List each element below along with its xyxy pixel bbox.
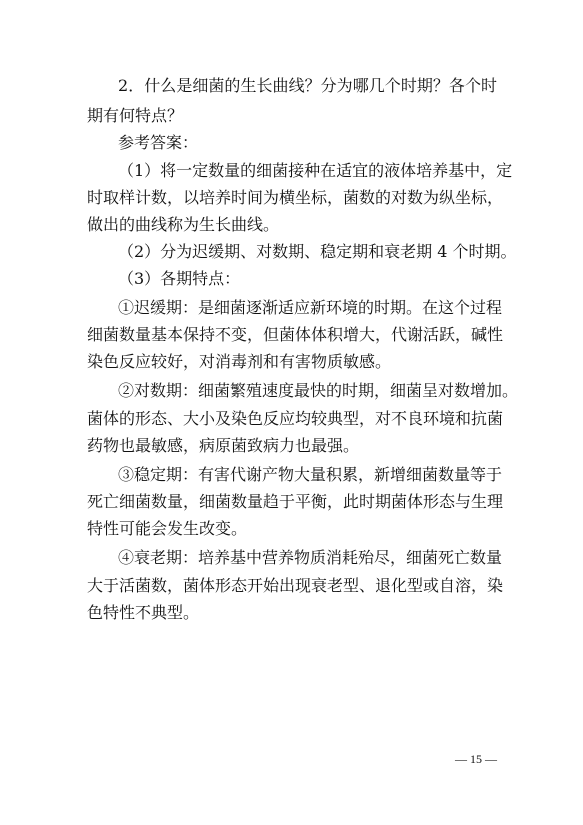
answer-heading: 参考答案： xyxy=(118,133,199,152)
page-number: — 15 — xyxy=(455,752,497,766)
stage-decline-line-1: ④衰老期：培养基中营养物质消耗殆尽，细菌死亡数量 xyxy=(118,548,503,567)
stage-stationary-line-3: 特性可能会发生改变。 xyxy=(87,519,248,538)
stage-lag-line-2: 细菌数量基本保持不变，但菌体体积增大，代谢活跃，碱性 xyxy=(87,325,504,344)
stage-log-line-2: 菌体的形态、大小及染色反应均较典型，对不良环境和抗菌 xyxy=(87,409,504,428)
stage-decline-line-3: 色特性不典型。 xyxy=(87,603,200,622)
stage-stationary-line-1: ③稳定期：有害代谢产物大量积累，新增细菌数量等于 xyxy=(118,465,503,484)
stage-log-line-3: 药物也最敏感，病原菌致病力也最强。 xyxy=(87,436,360,455)
question-line-2: 期有何特点？ xyxy=(87,106,184,125)
answer-3-line-1: （3）各期特点： xyxy=(118,269,241,288)
answer-2-line-1: （2）分为迟缓期、对数期、稳定期和衰老期 4 个时期。 xyxy=(118,242,517,261)
stage-lag-line-3: 染色反应较好，对消毒剂和有害物质敏感。 xyxy=(87,352,392,371)
answer-1-line-1: （1）将一定数量的细菌接种在适宜的液体培养基中，定 xyxy=(118,161,513,180)
stage-lag-line-1: ①迟缓期：是细菌逐渐适应新环境的时期。在这个过程 xyxy=(118,298,503,317)
stage-decline-line-2: 大于活菌数，菌体形态开始出现衰老型、退化型或自溶，染 xyxy=(87,576,504,595)
answer-1-line-2: 时取样计数，以培养时间为横坐标，菌数的对数为纵坐标， xyxy=(87,188,504,207)
answer-1-line-3: 做出的曲线称为生长曲线。 xyxy=(87,215,280,234)
question-line-1: 2．什么是细菌的生长曲线？分为哪几个时期？各个时 xyxy=(118,76,497,95)
stage-log-line-1: ②对数期：细菌繁殖速度最快的时期，细菌呈对数增加。 xyxy=(118,381,519,400)
stage-stationary-line-2: 死亡细菌数量，细菌数量趋于平衡，此时期菌体形态与生理 xyxy=(87,492,504,511)
